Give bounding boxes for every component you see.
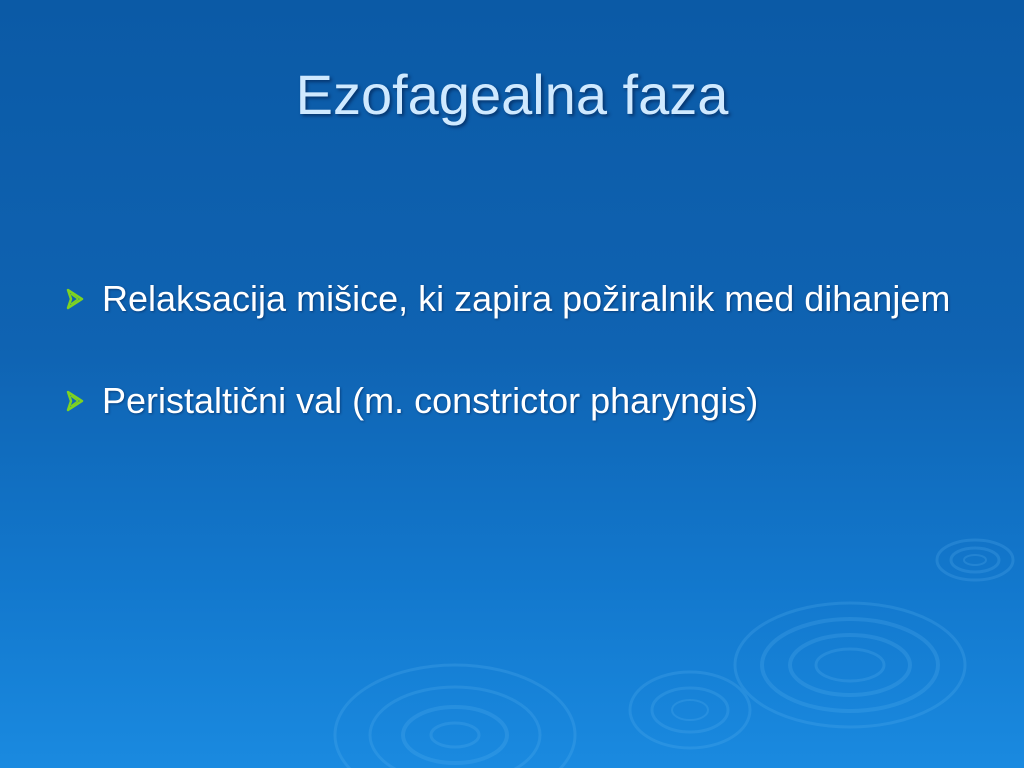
chevron-right-arrow-icon <box>62 286 88 312</box>
bullet-text: Peristaltični val (m. constrictor pharyngis) <box>102 380 759 421</box>
bullet-text: Relaksacija mišice, ki zapira požiralnik med dihanjem <box>102 278 951 319</box>
bullet-item <box>62 374 962 428</box>
slide-title: Ezofagealna faza <box>295 63 729 126</box>
bullet-item <box>62 272 962 326</box>
chevron-right-arrow-icon <box>62 388 88 414</box>
bullet-list <box>62 272 962 428</box>
